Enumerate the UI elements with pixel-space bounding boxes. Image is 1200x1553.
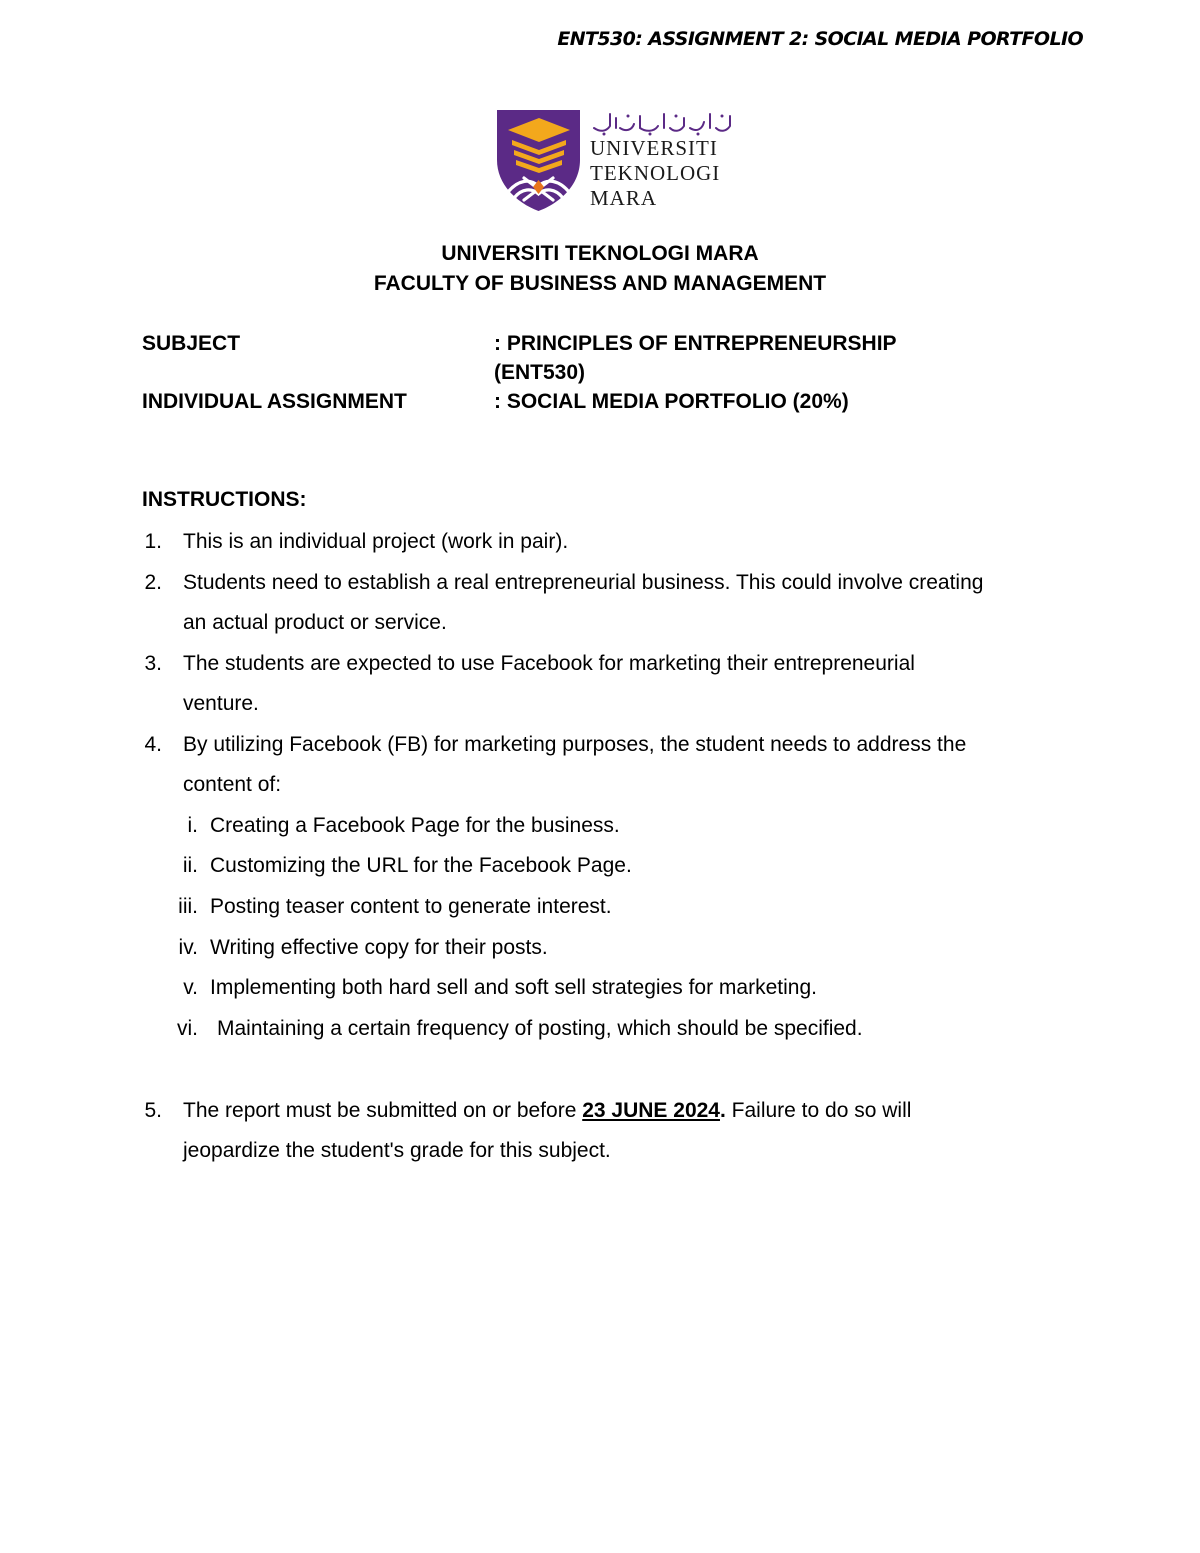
subitem-text: Implementing both hard sell and soft sell strategies for marketing. xyxy=(210,976,817,999)
logo-line-3: MARA xyxy=(590,186,658,210)
item-text: This is an individual project (work in pair). xyxy=(183,530,569,553)
subject-value: : PRINCIPLES OF ENTREPRENEURSHIP xyxy=(494,332,897,355)
item-text: The students are expected to use Facebook for marketing their entrepreneurial xyxy=(183,652,915,675)
uitm-logo xyxy=(494,108,739,214)
item-text: Students need to establish a real entrepreneurial business. This could involve creating xyxy=(183,571,984,594)
running-header: ENT530: ASSIGNMENT 2: SOCIAL MEDIA PORTFOLIO xyxy=(557,28,1083,50)
logo-line-1: UNIVERSITI xyxy=(590,136,718,160)
uitm-crest-icon xyxy=(494,108,584,212)
item-text xyxy=(183,1099,911,1123)
university-title: UNIVERSITI TEKNOLOGI MARA xyxy=(441,242,759,265)
subitem-text: Maintaining a certain frequency of posting, which should be specified. xyxy=(217,1017,863,1040)
item5-text-before: The report must be submitted on or before xyxy=(183,1099,583,1122)
subject-label: SUBJECT xyxy=(142,332,241,355)
deadline-date: 23 JUNE 2024 xyxy=(582,1099,720,1122)
subitem-number: i. xyxy=(187,814,198,837)
item-number: 1. xyxy=(144,530,162,553)
subitem-text: Creating a Facebook Page for the business. xyxy=(210,814,620,837)
subitem-text: Posting teaser content to generate interest. xyxy=(210,895,612,918)
subitem-number: vi. xyxy=(177,1017,198,1040)
deadline-period: . xyxy=(719,1099,726,1122)
item-number: 4. xyxy=(144,733,162,756)
item-text: By utilizing Facebook (FB) for marketing purposes, the student needs to address the xyxy=(183,733,967,756)
item5-text-after: Failure to do so will xyxy=(725,1099,912,1122)
subitem-text: Customizing the URL for the Facebook Page. xyxy=(210,854,632,877)
subject-code: (ENT530) xyxy=(494,361,586,384)
item-text-continued: venture. xyxy=(183,692,259,715)
item-number: 5. xyxy=(144,1099,162,1122)
item-text-continued: content of: xyxy=(183,773,282,796)
subitem-number: ii. xyxy=(182,854,198,877)
item-number: 2. xyxy=(144,571,162,594)
assignment-value: : SOCIAL MEDIA PORTFOLIO (20%) xyxy=(494,390,849,413)
subitem-number: iii. xyxy=(178,895,198,918)
subitem-number: v. xyxy=(183,976,198,999)
subitem-text: Writing effective copy for their posts. xyxy=(210,936,548,959)
logo-wordmark xyxy=(590,136,720,211)
faculty-title: FACULTY OF BUSINESS AND MANAGEMENT xyxy=(373,272,827,295)
assignment-label: INDIVIDUAL ASSIGNMENT xyxy=(142,390,407,413)
subitem-number: iv. xyxy=(178,936,198,959)
logo-jawi-text xyxy=(590,110,735,136)
item-number: 3. xyxy=(144,652,162,675)
instructions-heading: INSTRUCTIONS: xyxy=(142,488,307,511)
logo-line-2: TEKNOLOGI xyxy=(590,161,721,185)
item-text-continued: an actual product or service. xyxy=(183,611,447,634)
item-text-continued: jeopardize the student's grade for this subject. xyxy=(183,1139,611,1162)
